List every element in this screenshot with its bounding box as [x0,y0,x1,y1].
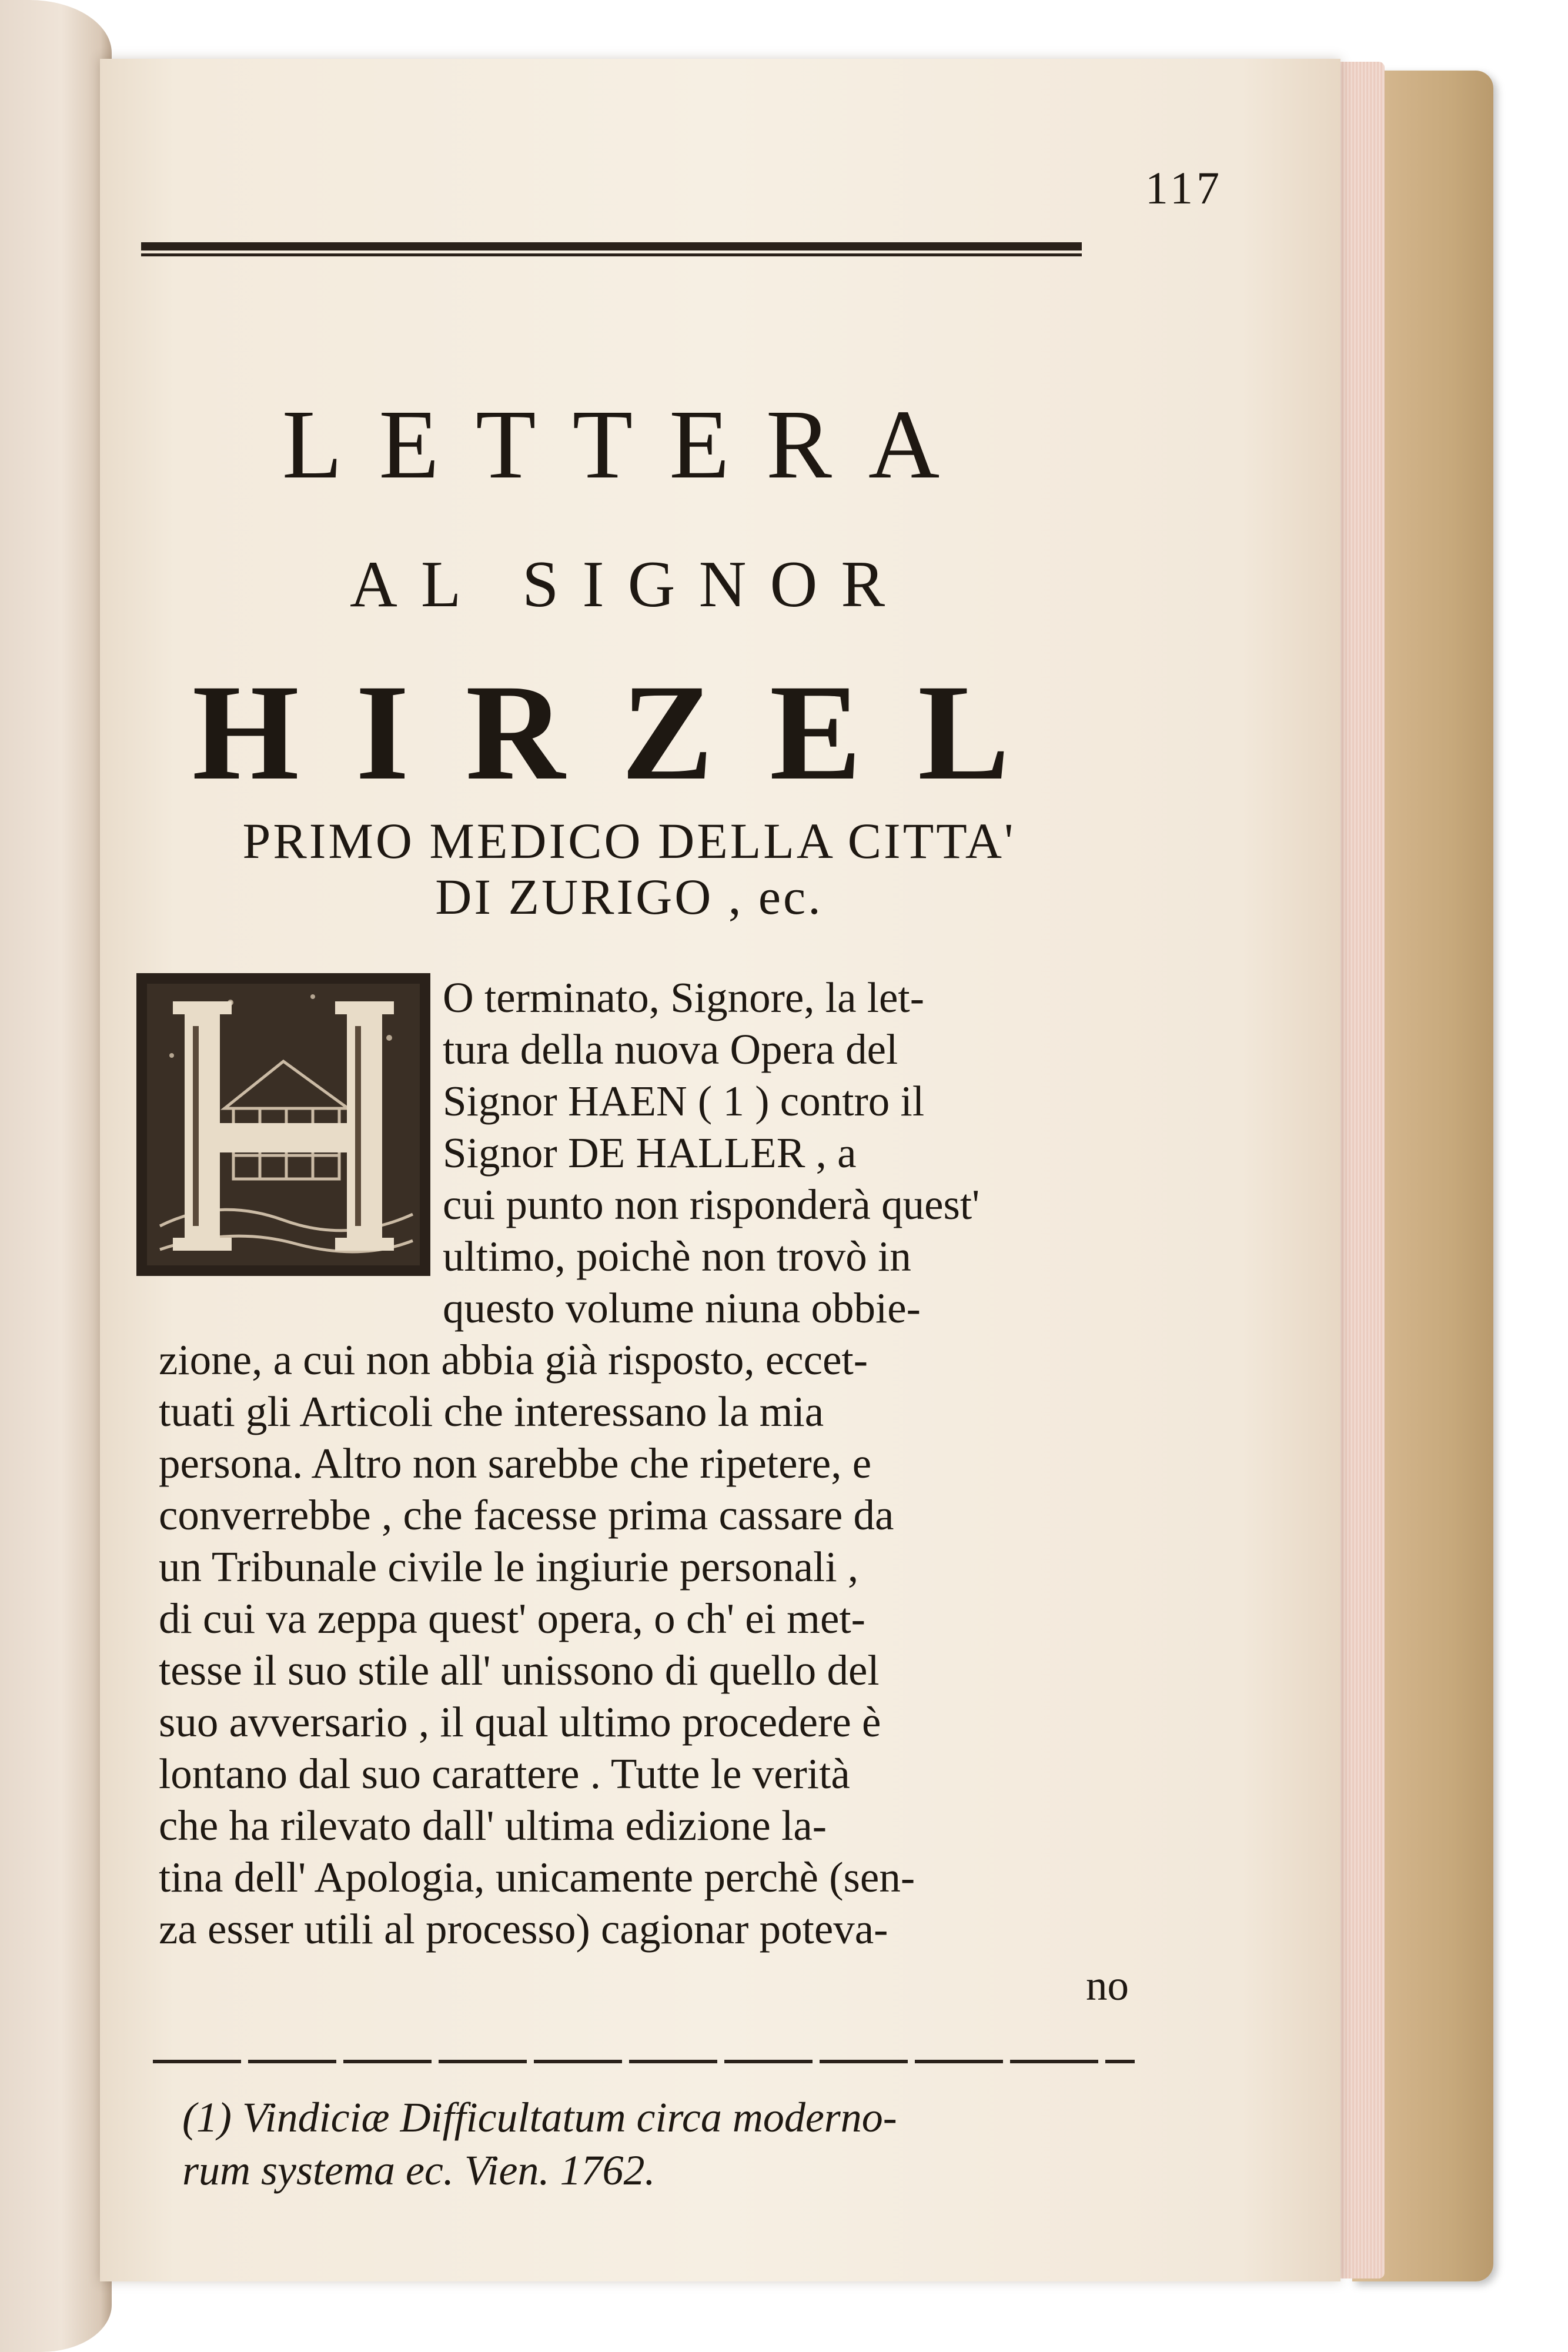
text-line: zione, a cui non abbia già risposto, eccet- [159,1336,868,1384]
subtitle-line-2: DI ZURIGO , ec. [435,868,823,925]
title-lettera: LETTERA [282,390,977,499]
text-line: persona. Altro non sarebbe che ripetere, e [159,1439,872,1487]
left-page-edge [0,0,112,2352]
text-line: tuati gli Articoli che interessano la mia [159,1388,824,1435]
footnote-line-2: rum systema ec. Vien. 1762. [182,2147,656,2194]
text-line: converrebbe , che facesse prima cassare da [159,1491,894,1539]
text-line: questo volume niuna obbie- [443,1284,921,1332]
title-al-signor: AL SIGNOR [349,548,909,621]
text-line: tesse il suo stile all' unissono di quello del [159,1646,880,1694]
text-line: suo avversario , il qual ultimo procedere è [159,1698,881,1746]
text-line: che ha rilevato dall' ultima edizione la- [159,1802,827,1849]
text-line: lontano dal suo carattere . Tutte le verità [159,1750,850,1798]
title-hirzel: HIRZEL [192,656,1066,808]
text-line: Signor DE HALLER , a [443,1129,857,1177]
subtitle-line-1: PRIMO MEDICO DELLA CITTA' [242,813,1016,869]
footnote-rule [153,2058,1135,2065]
footnote-line-1: (1) Vindiciæ Difficultatum circa moderno- [182,2094,897,2141]
catchword: no [1086,1962,1129,2009]
text-line: tina dell' Apologia, unicamente perchè (sen- [159,1853,915,1901]
woodcut-house-landscape-icon [136,973,430,1276]
text-line: cui punto non risponderà quest' [443,1181,980,1228]
text-line: O terminato, Signore, la let- [443,974,925,1021]
text-line: ultimo, poichè non trovò in [443,1232,911,1280]
printed-page [100,59,1340,2281]
header-rule [141,241,1082,259]
text-line: tura della nuova Opera del [443,1025,898,1073]
text-line: un Tribunale civile le ingiurie personali , [159,1543,859,1591]
text-line: di cui va zeppa quest' opera, o ch' ei met- [159,1595,865,1642]
drop-cap-woodcut [136,973,430,1276]
text-line: Signor HAEN ( 1 ) contro il [443,1077,925,1125]
page-number: 117 [1145,162,1223,213]
text-line: za esser utili al processo) cagionar poteva- [159,1905,888,1953]
